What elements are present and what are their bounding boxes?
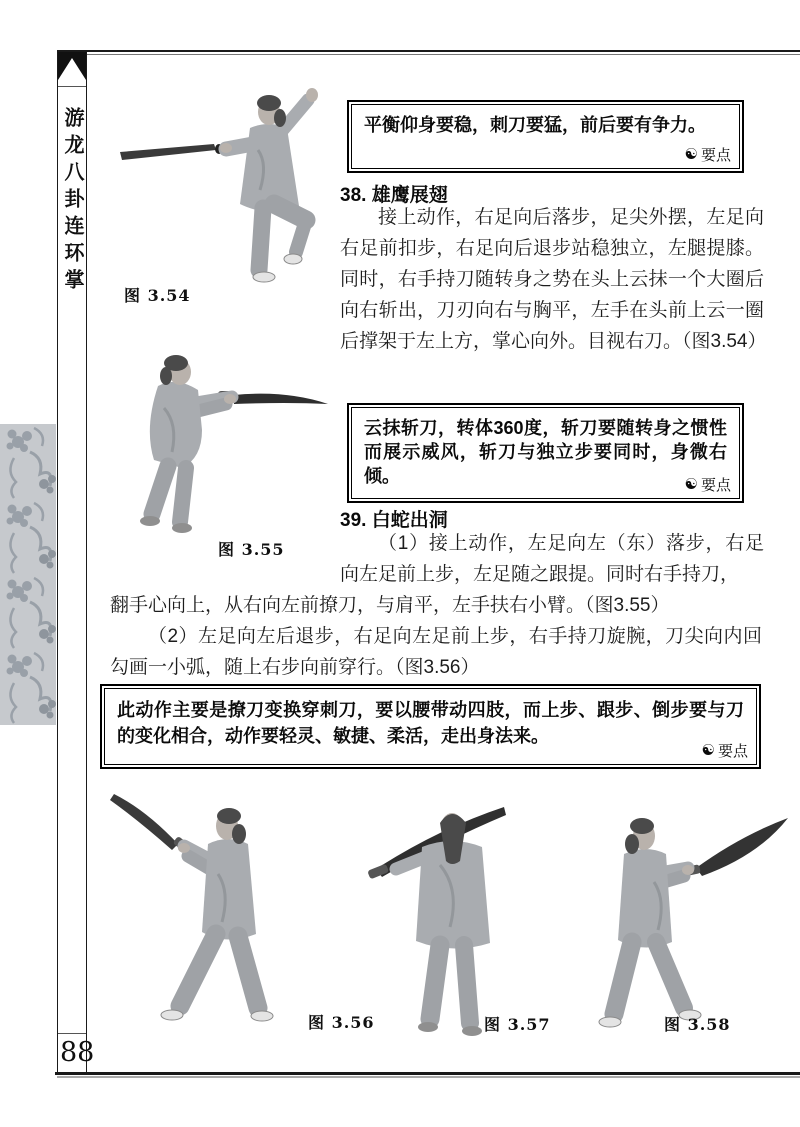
section-39-para2: （2）左足向左后退步，右足向左足前上步，右手持刀旋腕，刀尖向内回勾画一小弧，随上右步向前穿行。（图3.56） — [110, 626, 762, 678]
keypoint-box-1 — [347, 100, 744, 173]
section-39-para1-full-width: 翻手心向上，从右向左前撩刀，与肩平，左手扶右小臂。（图3.55） — [110, 595, 670, 616]
keypoint-label-text: 要点 — [700, 147, 731, 164]
figure-caption: 图 3.55 — [218, 540, 285, 559]
section-38-heading: 38. 雄鹰展翅 — [340, 185, 448, 206]
frame-bottom-shadow — [57, 1076, 800, 1078]
keypoint-text: 云抹斩刀，转体360度，斩刀要随转身之惯性而展示威风，斩刀与独立步要同时，身微右倾。 — [364, 418, 727, 486]
floral-ornament-strip — [0, 424, 56, 725]
sidebar-book-title: 游龙八卦连环掌 — [61, 106, 85, 296]
figure-caption: 图 3.56 — [308, 1013, 375, 1032]
keypoint-box-inner — [104, 688, 757, 765]
yin-yang-icon: ☯ — [701, 742, 715, 759]
keypoint-label — [685, 144, 731, 165]
section-39-heading: 39. 白蛇出洞 — [340, 510, 448, 531]
keypoint-text: 平衡仰身要稳，刺刀要猛，前后要有争力。 — [364, 115, 706, 135]
section-38-body: 接上动作，右足向后落步，足尖外摆，左足向右足前扣步，右足向后退步站稳独立，左腿提膝。同时，右手持刀随转身之势在头上云抹一个大圈后向右斩出，刀刃向右与胸平，左手在头前上云一圈后撑架于左上方，掌心向外。目视右刀。（图3.54） — [340, 207, 767, 352]
figure-caption: 图 3.57 — [484, 1015, 551, 1034]
keypoint-box-inner — [351, 104, 740, 169]
section-39-para1-right-column: （1）接上动作，左足向左（东）落步，右足向左足前上步，左足随之跟提。同时右手持刀， — [340, 533, 764, 585]
figure-3-58-photo — [550, 790, 795, 1038]
page-number: 88 — [60, 1037, 95, 1068]
figure-3-56-photo — [106, 782, 346, 1034]
yin-yang-icon: ☯ — [684, 476, 698, 493]
figure-3-55-photo — [106, 338, 334, 533]
sidebar-ribbon-icon — [58, 52, 86, 82]
figure-caption: 图 3.58 — [664, 1015, 731, 1034]
frame-bottom-rule — [55, 1072, 800, 1075]
keypoint-box-inner — [351, 407, 740, 499]
figure-caption: 图 3.54 — [124, 286, 191, 305]
sidebar-ribbon-divider — [58, 86, 86, 87]
keypoint-text: 此动作主要是撩刀变换穿刺刀，要以腰带动四肢，而上步、跟步、倒步要与刀的变化相合，动作要轻灵、敏捷、柔活，走出身法来。 — [117, 700, 744, 746]
keypoint-label — [702, 740, 748, 761]
figure-3-54-photo — [118, 80, 336, 285]
frame-top-rule-2 — [57, 54, 800, 55]
keypoint-box-2 — [347, 403, 744, 503]
yin-yang-icon: ☯ — [684, 146, 698, 163]
keypoint-label-text: 要点 — [700, 477, 731, 494]
frame-top-rule — [57, 50, 800, 52]
figure-3-57-photo — [348, 785, 558, 1043]
keypoint-label — [685, 474, 731, 495]
sidebar-pagenum-divider — [58, 1033, 86, 1034]
keypoint-box-3 — [100, 684, 761, 769]
keypoint-label-text: 要点 — [717, 743, 748, 760]
